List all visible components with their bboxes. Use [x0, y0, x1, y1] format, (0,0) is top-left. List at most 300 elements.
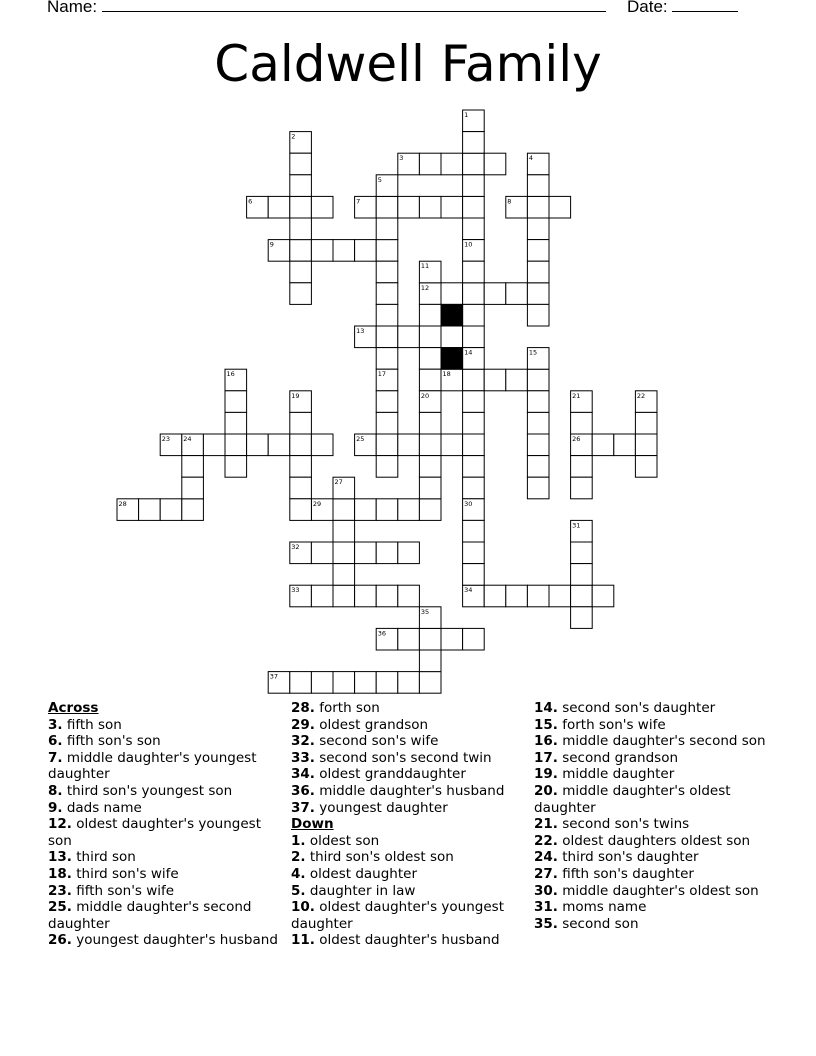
down-heading: Down — [291, 816, 334, 833]
grid-cell[interactable] — [398, 196, 420, 218]
grid-cell[interactable] — [311, 196, 333, 218]
grid-cell[interactable] — [463, 434, 485, 456]
grid-cell[interactable] — [376, 412, 398, 434]
clue-number: 10. — [291, 899, 315, 916]
clue-number: 26. — [48, 932, 72, 949]
grid-cell[interactable] — [419, 499, 441, 521]
grid-cell[interactable] — [376, 585, 398, 607]
grid-cell[interactable] — [419, 196, 441, 218]
grid-cell[interactable] — [311, 542, 333, 564]
grid-cell[interactable] — [333, 585, 355, 607]
clue-number: 29. — [291, 716, 315, 733]
grid-cell[interactable] — [160, 499, 182, 521]
grid-cell[interactable] — [419, 304, 441, 326]
clue-number: 14. — [534, 700, 558, 716]
cell-number: 9 — [269, 240, 274, 249]
grid-cell[interactable] — [527, 175, 549, 197]
grid-cell[interactable] — [463, 369, 485, 391]
cell-number: 12 — [420, 283, 430, 292]
grid-cell[interactable] — [311, 585, 333, 607]
clue-text: fifth son's daughter — [557, 865, 694, 882]
grid-cell[interactable] — [527, 283, 549, 305]
grid-cell[interactable] — [527, 304, 549, 326]
cell-number: 36 — [377, 629, 386, 638]
grid-cell[interactable] — [290, 456, 312, 478]
grid-cell[interactable] — [527, 369, 549, 391]
clue-column-3 — [534, 700, 774, 932]
grid-cell[interactable] — [463, 326, 485, 348]
across-clue — [291, 733, 521, 750]
down-clue — [534, 866, 774, 883]
grid-cell[interactable] — [614, 434, 636, 456]
clue-number: 17. — [534, 749, 558, 766]
clue-text: oldest granddaughter — [314, 766, 466, 783]
grid-cell[interactable] — [376, 542, 398, 564]
grid-cell[interactable] — [549, 585, 571, 607]
grid-cell[interactable] — [463, 628, 485, 650]
cell-number: 6 — [248, 197, 253, 206]
clue-text: second son's twins — [557, 816, 690, 833]
clue-number: 15. — [534, 716, 558, 733]
grid-cell[interactable] — [463, 153, 485, 175]
clue-text: fifth son's wife — [71, 882, 175, 899]
cell-number: 22 — [636, 391, 646, 400]
clue-text: youngest daughter's husband — [71, 932, 278, 949]
cell-number: 34 — [464, 586, 473, 595]
clue-number: 19. — [534, 766, 558, 783]
clue-text: second son's daughter — [557, 700, 716, 716]
clue-text: forth son — [314, 700, 380, 716]
across-clue — [291, 783, 521, 800]
clue-text: third son — [71, 849, 136, 866]
cell-number: 8 — [507, 197, 512, 206]
grid-cell[interactable] — [527, 391, 549, 413]
cell-number: 10 — [464, 240, 473, 249]
clue-text: middle daughter — [557, 766, 675, 783]
clue-number: 2. — [291, 849, 306, 866]
down-clue — [534, 750, 774, 767]
down-clue — [534, 717, 774, 734]
across-clue — [48, 816, 283, 849]
grid-cell[interactable] — [527, 412, 549, 434]
page-title: Caldwell Family — [214, 35, 602, 93]
across-clue — [48, 866, 283, 883]
grid-cell[interactable] — [333, 520, 355, 542]
grid-cell[interactable] — [635, 456, 657, 478]
clue-number: 5. — [291, 882, 306, 899]
grid-cell[interactable] — [398, 672, 420, 694]
grid-cell[interactable] — [376, 456, 398, 478]
cell-number: 3 — [399, 154, 404, 163]
across-clue — [48, 717, 283, 734]
grid-cell[interactable] — [463, 175, 485, 197]
cell-number: 1 — [464, 111, 469, 119]
clue-number: 30. — [534, 882, 558, 899]
grid-cell[interactable] — [376, 672, 398, 694]
grid-cell[interactable] — [203, 434, 225, 456]
grid-cell[interactable] — [419, 326, 441, 348]
cell-number: 18 — [442, 370, 451, 379]
clue-text: middle daughter's oldest daughter — [534, 782, 731, 816]
clue-number: 18. — [48, 865, 72, 882]
grid-cell[interactable] — [571, 456, 593, 478]
grid-cell[interactable] — [290, 412, 312, 434]
cell-number: 16 — [226, 370, 235, 379]
cell-number: 13 — [356, 327, 365, 335]
grid-cell[interactable] — [376, 240, 398, 262]
clue-text: middle daughter's oldest son — [557, 882, 759, 899]
grid-cell[interactable] — [225, 434, 247, 456]
down-clue — [291, 866, 521, 883]
grid-cell[interactable] — [463, 391, 485, 413]
grid-cell[interactable] — [463, 542, 485, 564]
cell-number: 32 — [291, 543, 300, 551]
clue-text: middle daughter's youngest daughter — [48, 749, 257, 783]
grid-cell[interactable] — [419, 412, 441, 434]
clue-number: 3. — [48, 716, 63, 733]
cell-number: 30 — [464, 499, 473, 508]
grid-cell[interactable] — [463, 196, 485, 218]
down-clue — [534, 899, 774, 916]
grid-cell[interactable] — [376, 391, 398, 413]
grid-cell[interactable] — [527, 585, 549, 607]
cell-number: 28 — [118, 499, 127, 508]
grid-cell[interactable] — [290, 499, 312, 521]
grid-cell[interactable] — [355, 672, 377, 694]
grid-cell[interactable] — [571, 607, 593, 629]
clue-text: fifth son's son — [62, 733, 161, 750]
cell-number: 26 — [572, 435, 581, 443]
grid-cell[interactable] — [311, 240, 333, 262]
cell-number: 35 — [420, 607, 430, 616]
grid-cell[interactable] — [225, 391, 247, 413]
down-clue — [534, 783, 774, 816]
cell-number: 2 — [291, 132, 296, 141]
black-cell — [441, 348, 463, 370]
grid-cell[interactable] — [355, 585, 377, 607]
grid-cell[interactable] — [527, 477, 549, 499]
grid-cell[interactable] — [571, 477, 593, 499]
across-clue — [291, 766, 521, 783]
down-clue — [291, 833, 521, 850]
grid-cell[interactable] — [484, 153, 506, 175]
grid-cell[interactable] — [527, 240, 549, 262]
grid-cell[interactable] — [290, 175, 312, 197]
grid-cell[interactable] — [527, 434, 549, 456]
grid-cell[interactable] — [506, 283, 528, 305]
grid-cell[interactable] — [463, 412, 485, 434]
clue-text: oldest daughter's youngest daughter — [291, 899, 504, 932]
grid-cell[interactable] — [484, 585, 506, 607]
cell-number: 23 — [161, 435, 170, 443]
clue-number: 12. — [48, 816, 72, 833]
grid-cell[interactable] — [398, 499, 420, 521]
grid-cell[interactable] — [182, 456, 204, 478]
grid-cell[interactable] — [463, 132, 485, 154]
across-clue — [48, 849, 283, 866]
clue-number: 8. — [48, 782, 63, 799]
grid-cell[interactable] — [635, 434, 657, 456]
grid-cell[interactable] — [376, 348, 398, 370]
grid-cell[interactable] — [333, 542, 355, 564]
cell-number: 21 — [572, 391, 581, 400]
cell-number: 7 — [356, 197, 361, 206]
clue-text: moms name — [557, 899, 647, 916]
down-clue — [534, 849, 774, 866]
grid-cell[interactable] — [527, 456, 549, 478]
grid-cell[interactable] — [441, 196, 463, 218]
cell-number: 33 — [291, 586, 300, 595]
down-clue — [291, 883, 521, 900]
grid-cell[interactable] — [419, 628, 441, 650]
clue-number: 28. — [291, 700, 315, 716]
clue-text: middle daughter's second son — [557, 733, 766, 750]
grid-cell[interactable] — [333, 240, 355, 262]
cell-number: 11 — [420, 262, 430, 271]
grid-cell[interactable] — [355, 240, 377, 262]
grid-cell[interactable] — [139, 499, 161, 521]
clue-number: 22. — [534, 832, 558, 849]
across-clue — [48, 750, 283, 783]
grid-cell[interactable] — [333, 672, 355, 694]
grid-cell[interactable] — [463, 304, 485, 326]
clue-text: forth son's wife — [557, 716, 666, 733]
grid-cell[interactable] — [290, 153, 312, 175]
grid-cell[interactable] — [376, 326, 398, 348]
clue-number: 32. — [291, 733, 315, 750]
clue-number: 13. — [48, 849, 72, 866]
across-clue — [48, 932, 283, 949]
clue-text: dads name — [62, 799, 142, 816]
grid-cell[interactable] — [527, 261, 549, 283]
grid-cell[interactable] — [463, 564, 485, 586]
grid-cell[interactable] — [419, 456, 441, 478]
clue-text: third son's wife — [71, 865, 179, 882]
date-label: Date: — [627, 0, 668, 16]
grid-cell[interactable] — [635, 412, 657, 434]
clue-number: 9. — [48, 799, 63, 816]
clue-text: oldest son — [305, 832, 380, 849]
grid-cell[interactable] — [182, 499, 204, 521]
grid-cell[interactable] — [527, 218, 549, 240]
clue-number: 11. — [291, 932, 315, 949]
grid-cell[interactable] — [355, 542, 377, 564]
clue-text: second son — [557, 915, 639, 932]
grid-cell[interactable] — [333, 564, 355, 586]
clue-number: 31. — [534, 899, 558, 916]
clue-text: middle daughter's husband — [314, 782, 505, 799]
grid-cell[interactable] — [290, 672, 312, 694]
clue-text: second grandson — [557, 749, 679, 766]
clue-number: 23. — [48, 882, 72, 899]
grid-cell[interactable] — [441, 283, 463, 305]
cell-number: 20 — [420, 391, 430, 400]
grid-cell[interactable] — [419, 348, 441, 370]
clue-text: daughter in law — [305, 882, 416, 899]
clue-text: second son's second twin — [314, 749, 492, 766]
grid-cell[interactable] — [419, 650, 441, 672]
grid-cell[interactable] — [376, 196, 398, 218]
grid-cell[interactable] — [182, 477, 204, 499]
clue-number: 7. — [48, 749, 63, 766]
clue-text: oldest daughters oldest son — [557, 832, 751, 849]
clue-text: third son's daughter — [557, 849, 699, 866]
grid-cell[interactable] — [376, 218, 398, 240]
grid-cell[interactable] — [549, 196, 571, 218]
clue-text: third son's youngest son — [62, 782, 233, 799]
grid-cell[interactable] — [376, 434, 398, 456]
clue-text: second son's wife — [314, 733, 439, 750]
grid-cell[interactable] — [398, 628, 420, 650]
grid-cell[interactable] — [376, 304, 398, 326]
clue-column-1 — [48, 700, 283, 949]
clue-column-2 — [291, 700, 521, 949]
clue-number: 16. — [534, 733, 558, 750]
grid-cell[interactable] — [441, 434, 463, 456]
grid-cell[interactable] — [592, 434, 614, 456]
clue-number: 25. — [48, 899, 72, 916]
down-clue — [534, 766, 774, 783]
grid-cell[interactable] — [290, 434, 312, 456]
clue-number: 1. — [291, 832, 306, 849]
grid-cell[interactable] — [419, 369, 441, 391]
grid-cell[interactable] — [398, 434, 420, 456]
down-clue — [534, 816, 774, 833]
grid-cell[interactable] — [376, 499, 398, 521]
clue-number: 6. — [48, 733, 63, 750]
cell-number: 5 — [377, 175, 382, 184]
grid-cell[interactable] — [311, 672, 333, 694]
cell-number: 14 — [464, 348, 473, 357]
cell-number: 15 — [528, 348, 538, 357]
clue-number: 21. — [534, 816, 558, 833]
grid-cell[interactable] — [268, 196, 290, 218]
clue-number: 4. — [291, 865, 306, 882]
clue-number: 20. — [534, 782, 558, 799]
grid-cell[interactable] — [463, 283, 485, 305]
grid-cell[interactable] — [484, 369, 506, 391]
grid-cell[interactable] — [484, 283, 506, 305]
down-clue — [291, 899, 521, 932]
across-clue — [291, 700, 521, 717]
grid-cell[interactable] — [571, 542, 593, 564]
grid-cell[interactable] — [398, 542, 420, 564]
cell-number: 25 — [356, 435, 365, 443]
grid-cell[interactable] — [463, 520, 485, 542]
clue-number: 36. — [291, 782, 315, 799]
clue-text: oldest grandson — [314, 716, 429, 733]
across-clue — [48, 899, 283, 932]
grid-cell[interactable] — [527, 196, 549, 218]
grid-cell[interactable] — [311, 434, 333, 456]
cell-number: 31 — [572, 521, 581, 530]
grid-cell[interactable] — [247, 434, 269, 456]
black-cell — [441, 304, 463, 326]
across-heading: Across — [48, 700, 99, 716]
across-clue — [48, 800, 283, 817]
clue-text: fifth son — [62, 716, 122, 733]
grid-cell[interactable] — [571, 585, 593, 607]
clue-text: oldest daughter — [305, 865, 417, 882]
across-clue — [48, 883, 283, 900]
grid-cell[interactable] — [290, 261, 312, 283]
clue-text: youngest daughter — [314, 799, 448, 816]
grid-cell[interactable] — [225, 412, 247, 434]
grid-cell[interactable] — [419, 434, 441, 456]
down-clue — [534, 833, 774, 850]
grid-cell[interactable] — [268, 434, 290, 456]
clue-number: 33. — [291, 749, 315, 766]
grid-cell[interactable] — [419, 672, 441, 694]
clue-number: 24. — [534, 849, 558, 866]
down-clue — [534, 883, 774, 900]
cell-number: 24 — [183, 435, 192, 443]
clue-number: 27. — [534, 865, 558, 882]
clue-text: oldest daughter's husband — [314, 932, 500, 949]
grid-cell[interactable] — [290, 240, 312, 262]
clue-text: third son's oldest son — [305, 849, 454, 866]
grid-cell[interactable] — [290, 218, 312, 240]
grid-cell[interactable] — [592, 585, 614, 607]
across-clue — [291, 800, 521, 817]
grid-cell[interactable] — [441, 628, 463, 650]
grid-cell[interactable] — [290, 477, 312, 499]
cell-number: 37 — [269, 672, 278, 681]
down-clue — [291, 849, 521, 866]
down-clue — [534, 733, 774, 750]
across-clue — [48, 783, 283, 800]
cell-number: 27 — [334, 478, 343, 487]
grid-cell[interactable] — [441, 326, 463, 348]
grid-cell[interactable] — [506, 369, 528, 391]
name-label: Name: — [47, 0, 98, 16]
grid-cell[interactable] — [419, 153, 441, 175]
across-clue — [291, 750, 521, 767]
grid-cell[interactable] — [290, 283, 312, 305]
down-clue — [291, 932, 521, 949]
down-clue — [534, 916, 774, 933]
grid-cell[interactable] — [398, 326, 420, 348]
grid-cell[interactable] — [333, 499, 355, 521]
clue-number: 37. — [291, 799, 315, 816]
across-clue — [291, 717, 521, 734]
down-clue — [534, 700, 774, 717]
grid-cell[interactable] — [463, 477, 485, 499]
grid-cell[interactable] — [376, 283, 398, 305]
grid-cell[interactable] — [463, 261, 485, 283]
grid-cell[interactable] — [571, 412, 593, 434]
across-clue — [48, 733, 283, 750]
grid-cell[interactable] — [355, 499, 377, 521]
grid-cell[interactable] — [571, 564, 593, 586]
cell-number: 19 — [291, 391, 300, 400]
grid-cell[interactable] — [441, 153, 463, 175]
cell-number: 4 — [528, 154, 534, 163]
grid-cell[interactable] — [398, 585, 420, 607]
grid-cell[interactable] — [463, 218, 485, 240]
cell-number: 17 — [377, 370, 386, 379]
grid-cell[interactable] — [419, 477, 441, 499]
grid-cell[interactable] — [506, 585, 528, 607]
grid-cell[interactable] — [376, 261, 398, 283]
grid-cell[interactable] — [463, 456, 485, 478]
grid-cell[interactable] — [290, 196, 312, 218]
clue-number: 34. — [291, 766, 315, 783]
clue-text: middle daughter's second daughter — [48, 899, 252, 932]
clue-number: 35. — [534, 915, 558, 932]
clue-text: oldest daughter's youngest son — [48, 816, 261, 849]
grid-cell[interactable] — [225, 456, 247, 478]
